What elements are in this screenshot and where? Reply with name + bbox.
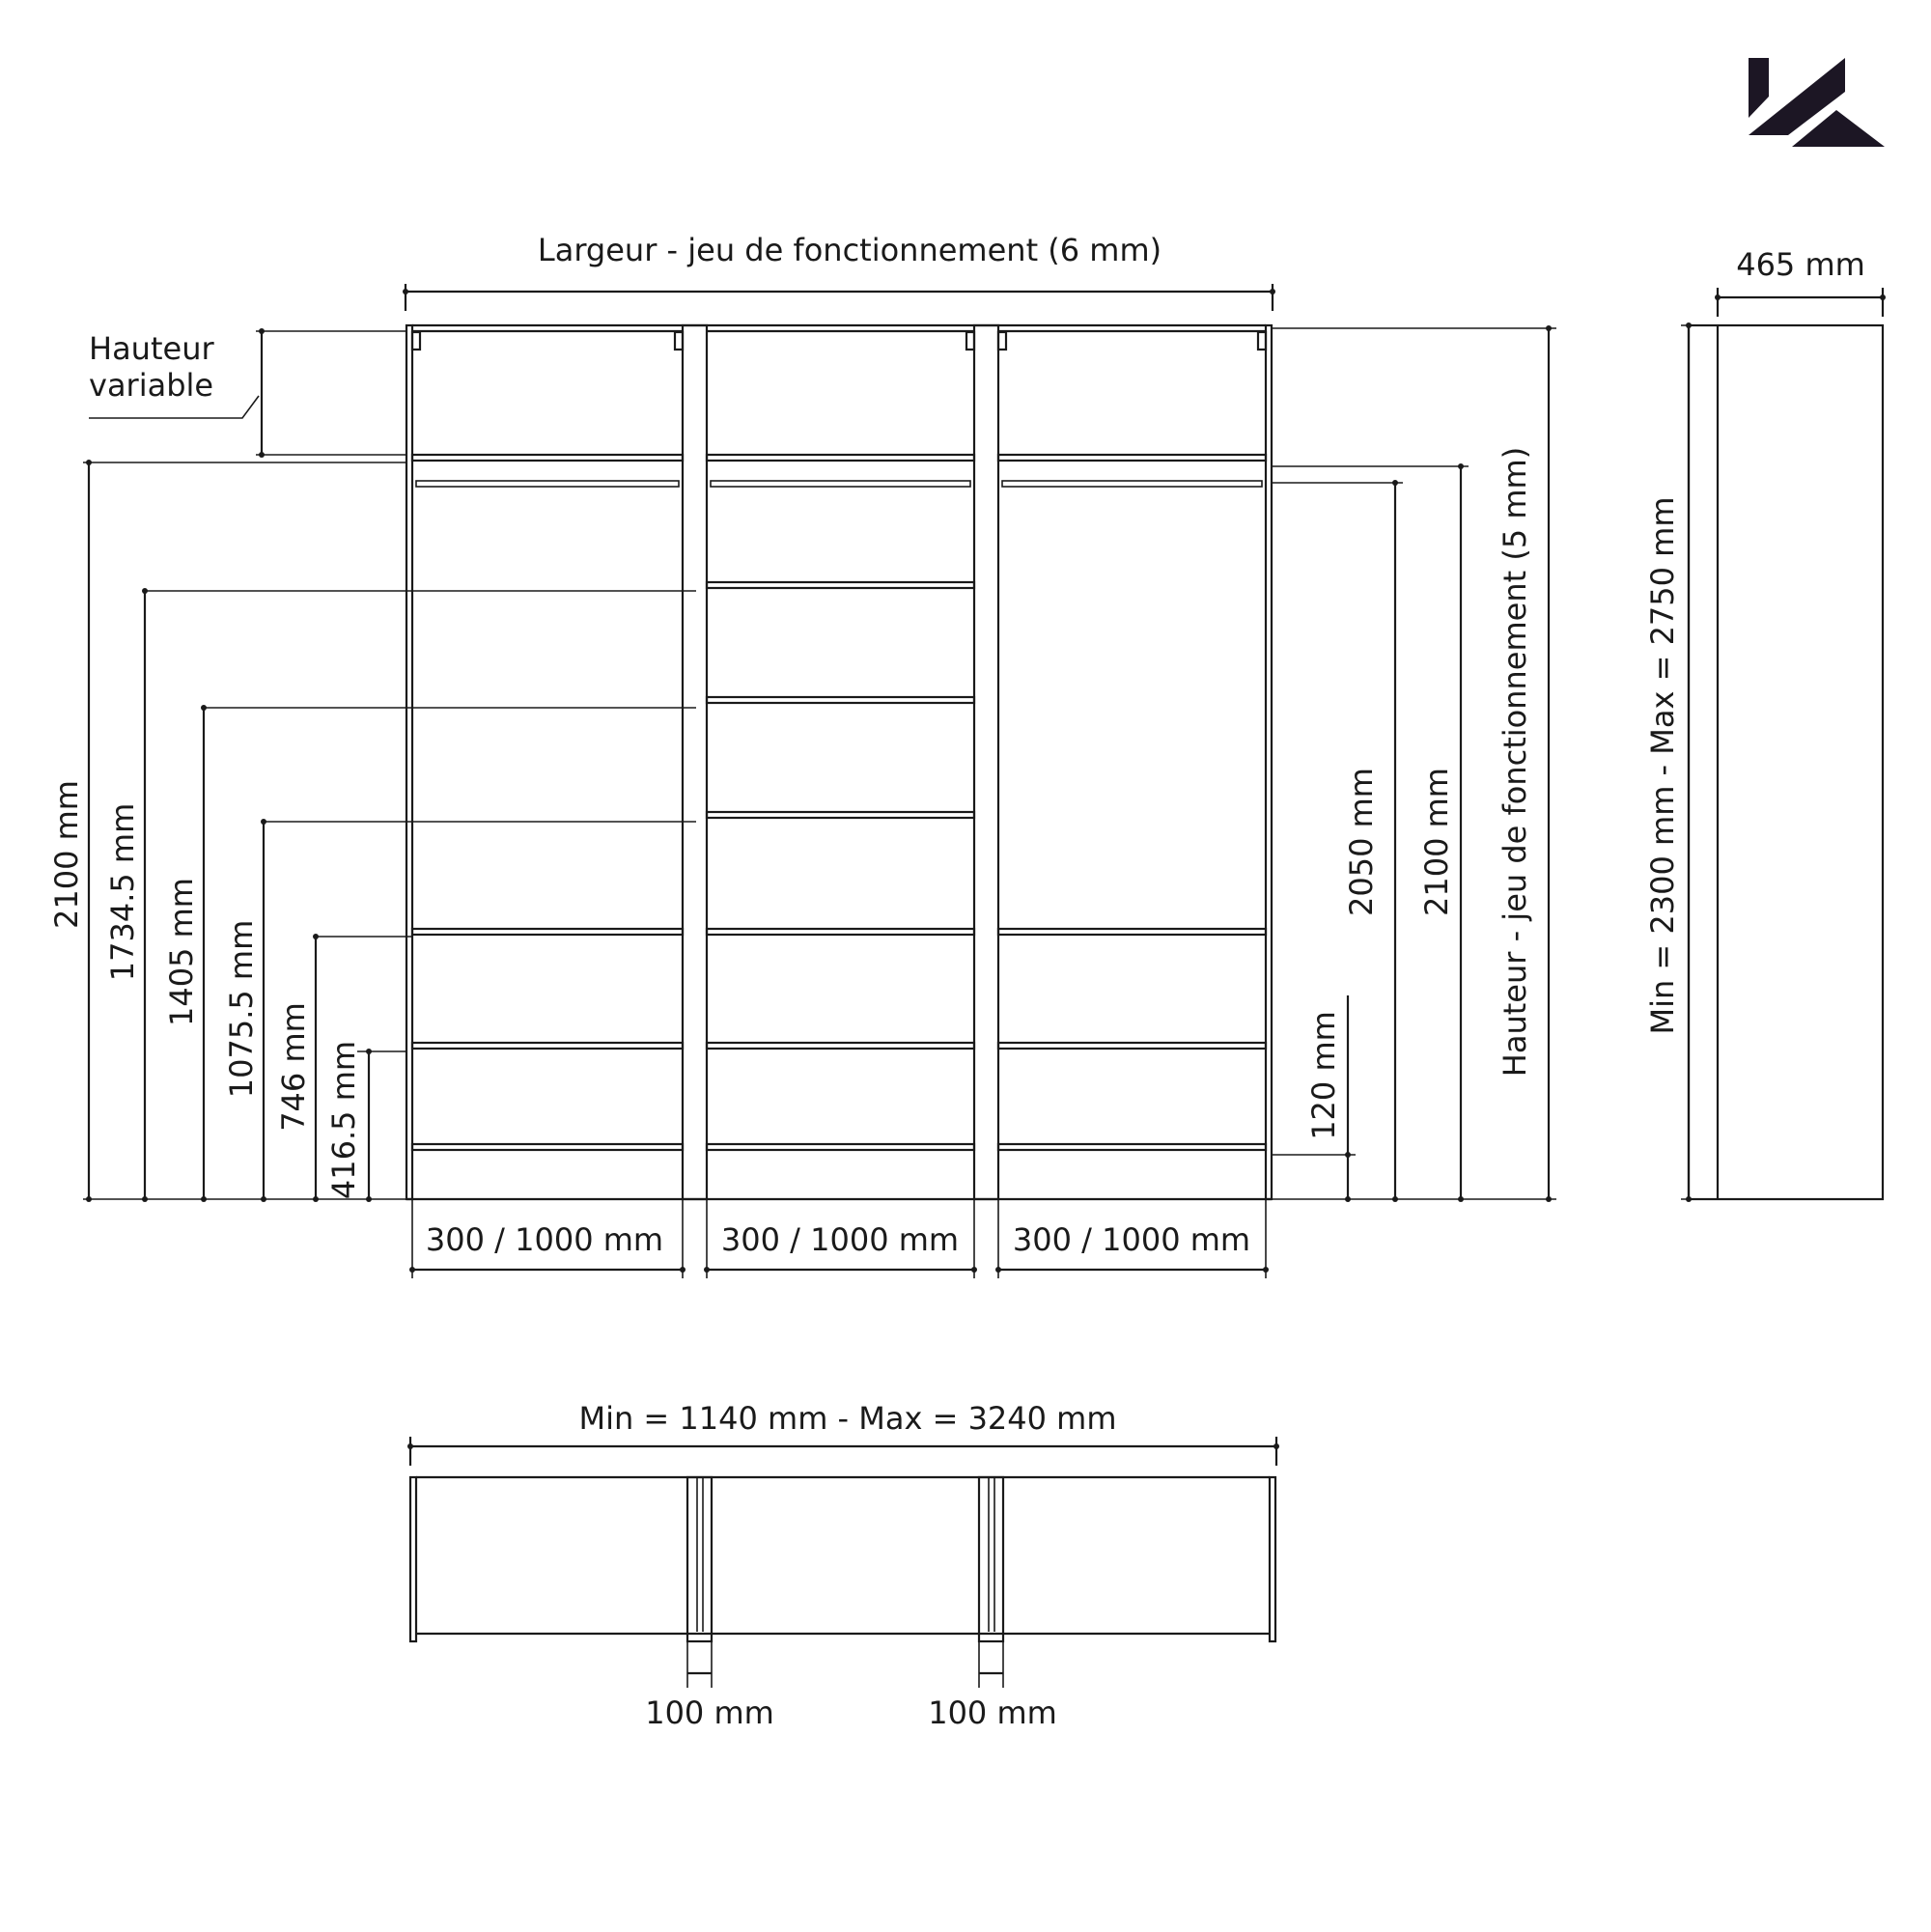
dim-dot: [704, 1267, 710, 1273]
dim-dot: [1345, 1152, 1351, 1158]
dim-dot: [971, 1267, 977, 1273]
variable-height-label-line2: variable: [89, 367, 214, 404]
dim-dot: [261, 819, 266, 825]
dim-dot: [1880, 294, 1886, 300]
brand-logo: [1749, 58, 1885, 147]
shelf: [998, 455, 1266, 461]
dim-dot: [1458, 463, 1464, 469]
dim-dot: [1546, 325, 1552, 331]
plan-side-right: [1270, 1477, 1275, 1641]
upright-mid-2: [974, 325, 998, 1199]
plan-view: [407, 1400, 1279, 1731]
dim-dot: [86, 1196, 92, 1202]
dim-dot: [995, 1267, 1001, 1273]
dim-120-label: 120 mm: [1305, 1011, 1342, 1140]
width-dim-dot-left: [403, 289, 408, 294]
dim-dot: [142, 1196, 148, 1202]
dim-2050-label: 2050 mm: [1343, 768, 1380, 916]
dim-dot: [313, 1196, 319, 1202]
dim-dot: [1546, 1196, 1552, 1202]
dim-dot: [259, 452, 265, 458]
shelf: [412, 1043, 683, 1049]
bracket: [412, 332, 420, 350]
gap-2-label: 100 mm: [928, 1694, 1057, 1731]
dim-dot: [1686, 322, 1692, 328]
dim-dot: [1345, 1196, 1351, 1202]
dim-dot: [409, 1267, 415, 1273]
dim-746-label: 746 mm: [275, 1002, 312, 1132]
dim-dot: [259, 328, 265, 334]
left-height-dimensions: [48, 460, 696, 1202]
dim-2100r-label: 2100 mm: [1418, 768, 1455, 916]
total-height-label: Hauteur - jeu de fonctionnement (5 mm): [1497, 446, 1533, 1078]
dim-dot: [1686, 1196, 1692, 1202]
dim-dot: [366, 1196, 372, 1202]
shelf: [412, 455, 683, 461]
shelf: [998, 1043, 1266, 1049]
top-brackets: [412, 332, 1266, 350]
middle-column-shelves: [707, 582, 974, 818]
dim-dot: [313, 934, 319, 939]
dim-dot: [680, 1267, 686, 1273]
lower-shelves: [412, 929, 1266, 1150]
dim-dot: [261, 1196, 266, 1202]
col-1-width-label: 300 / 1000 mm: [425, 1221, 664, 1258]
dim-dot: [407, 1443, 413, 1449]
shelf: [707, 1144, 974, 1150]
dim-2100-label: 2100 mm: [48, 780, 85, 929]
shelf: [412, 929, 683, 935]
bracket: [675, 332, 683, 350]
dim-1734-label: 1734.5 mm: [104, 802, 141, 982]
dim-dot: [142, 588, 148, 594]
dim-dot: [201, 705, 207, 711]
plan-side-left: [410, 1477, 416, 1641]
dim-dot: [1392, 480, 1398, 486]
col-2-width-label: 300 / 1000 mm: [720, 1221, 960, 1258]
upright-mid-1: [683, 325, 707, 1199]
bracket: [1258, 332, 1266, 350]
shelf: [412, 1144, 683, 1150]
variable-height-label-line1: Hauteur: [89, 330, 214, 367]
shelf: [707, 812, 974, 818]
width-dim-dot-right: [1270, 289, 1275, 294]
dim-dot: [1273, 1443, 1279, 1449]
depth-label: 465 mm: [1736, 246, 1865, 283]
right-height-dimensions: [1272, 325, 1556, 1202]
plan-width-label: Min = 1140 mm - Max = 3240 mm: [578, 1400, 1117, 1437]
plan-upright-2: [979, 1477, 1003, 1641]
dim-1405-label: 1405 mm: [163, 878, 200, 1026]
dim-1075-label: 1075.5 mm: [223, 919, 260, 1099]
dim-dot: [201, 1196, 207, 1202]
hanging-rail: [711, 481, 970, 487]
bracket: [966, 332, 974, 350]
logo-left-stroke: [1749, 58, 1769, 118]
shelf: [998, 929, 1266, 935]
gap-1-label: 100 mm: [645, 1694, 774, 1731]
cabinet-uprights: [406, 325, 1272, 1199]
dim-dot: [1263, 1267, 1269, 1273]
shelf: [707, 455, 974, 461]
shelf: [707, 697, 974, 703]
dim-dot: [366, 1049, 372, 1054]
side-height-label: Min = 2300 mm - Max = 2750 mm: [1644, 496, 1681, 1035]
col-3-width-label: 300 / 1000 mm: [1012, 1221, 1251, 1258]
front-elevation: [48, 232, 1556, 1278]
width-label: Largeur - jeu de fonctionnement (6 mm): [537, 232, 1162, 268]
dim-dot: [1715, 294, 1721, 300]
plan-upright-1: [687, 1477, 712, 1641]
hanging-rail: [416, 481, 679, 487]
column-width-dimensions: [409, 1199, 1269, 1278]
dim-416-label: 416.5 mm: [325, 1040, 362, 1200]
side-elevation: [1644, 246, 1886, 1202]
top-shelves: [412, 455, 1266, 487]
shelf: [707, 929, 974, 935]
shelf: [707, 582, 974, 588]
dim-dot: [86, 460, 92, 465]
dim-dot: [1392, 1196, 1398, 1202]
shelf: [707, 1043, 974, 1049]
bracket: [998, 332, 1006, 350]
hanging-rail: [1002, 481, 1262, 487]
dim-dot: [1458, 1196, 1464, 1202]
shelf: [998, 1144, 1266, 1150]
